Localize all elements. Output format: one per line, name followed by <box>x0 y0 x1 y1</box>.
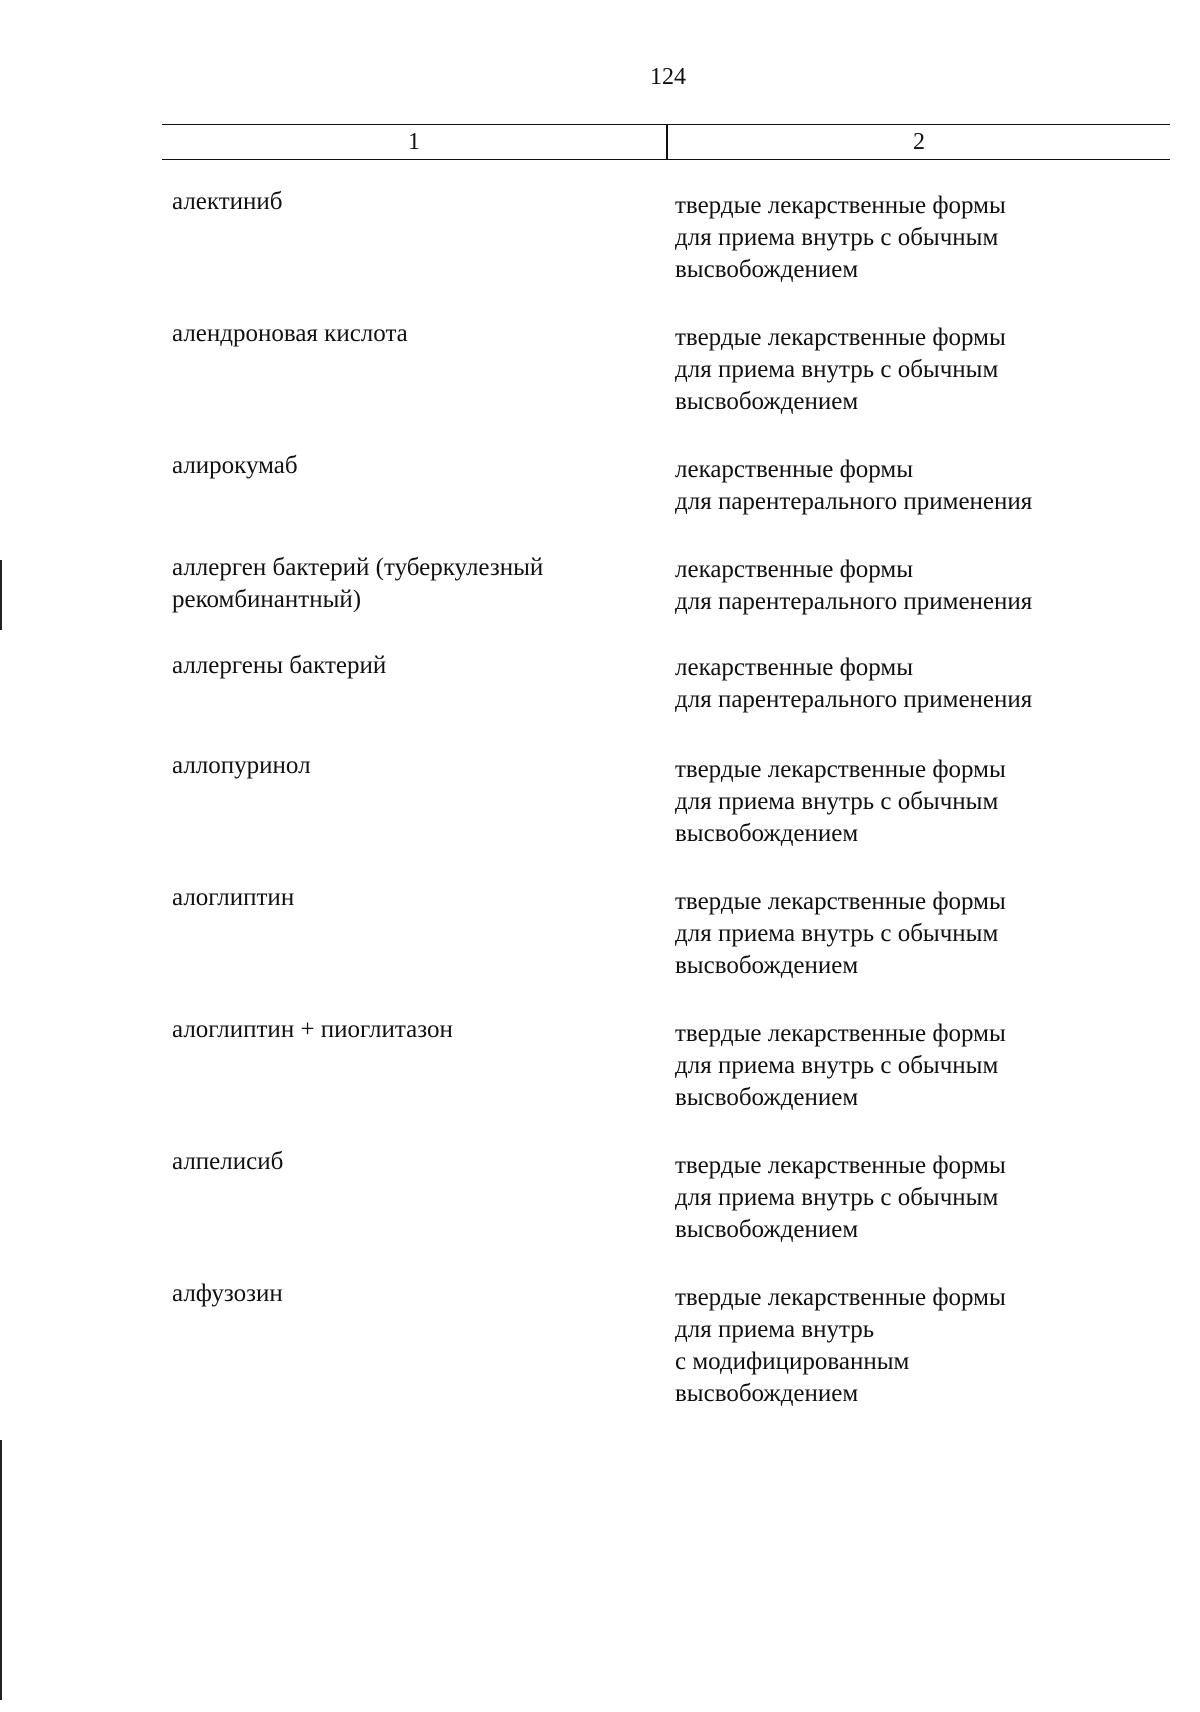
table-cell-form: твердые лекарственные формы для приема внутрь с обычным высвобождением <box>675 1020 1006 1111</box>
table-cell-form: твердые лекарственные формы для приема внутрь с модифицированным высвобождением <box>675 1284 1006 1407</box>
column-header-2: 2 <box>913 129 925 155</box>
table-cell-form: твердые лекарственные формы для приема внутрь с обычным высвобождением <box>675 888 1006 979</box>
table-cell-form: твердые лекарственные формы для приема внутрь с обычным высвобождением <box>675 756 1006 847</box>
page-number: 124 <box>650 64 686 90</box>
table-cell-name: алфузозин <box>172 1280 283 1307</box>
table-cell-name: алпелисиб <box>172 1148 284 1175</box>
table-cell-form: твердые лекарственные формы для приема внутрь с обычным высвобождением <box>675 192 1006 283</box>
table-cell-form: лекарственные формы для парентерального применения <box>675 456 1033 515</box>
table-cell-form: лекарственные формы для парентерального применения <box>675 654 1033 713</box>
table-cell-name: алоглиптин <box>172 884 295 911</box>
table-cell-form: лекарственные формы для парентерального применения <box>675 556 1033 615</box>
table-cell-form: твердые лекарственные формы для приема внутрь с обычным высвобождением <box>675 1152 1006 1243</box>
table-cell-name: аллопуринол <box>172 752 311 779</box>
table-cell-name: алендроновая кислота <box>172 320 408 347</box>
table-cell-name: алирокумаб <box>172 452 298 479</box>
column-header-1: 1 <box>408 129 420 155</box>
table-cell-name: аллергены бактерий <box>172 652 387 679</box>
table-cell-name: аллерген бактерий (туберкулезный рекомбинантный) <box>172 554 544 613</box>
table-cell-name: алектиниб <box>172 188 283 215</box>
table-cell-form: твердые лекарственные формы для приема внутрь с обычным высвобождением <box>675 324 1006 415</box>
table-cell-name: алоглиптин + пиоглитазон <box>172 1016 453 1043</box>
